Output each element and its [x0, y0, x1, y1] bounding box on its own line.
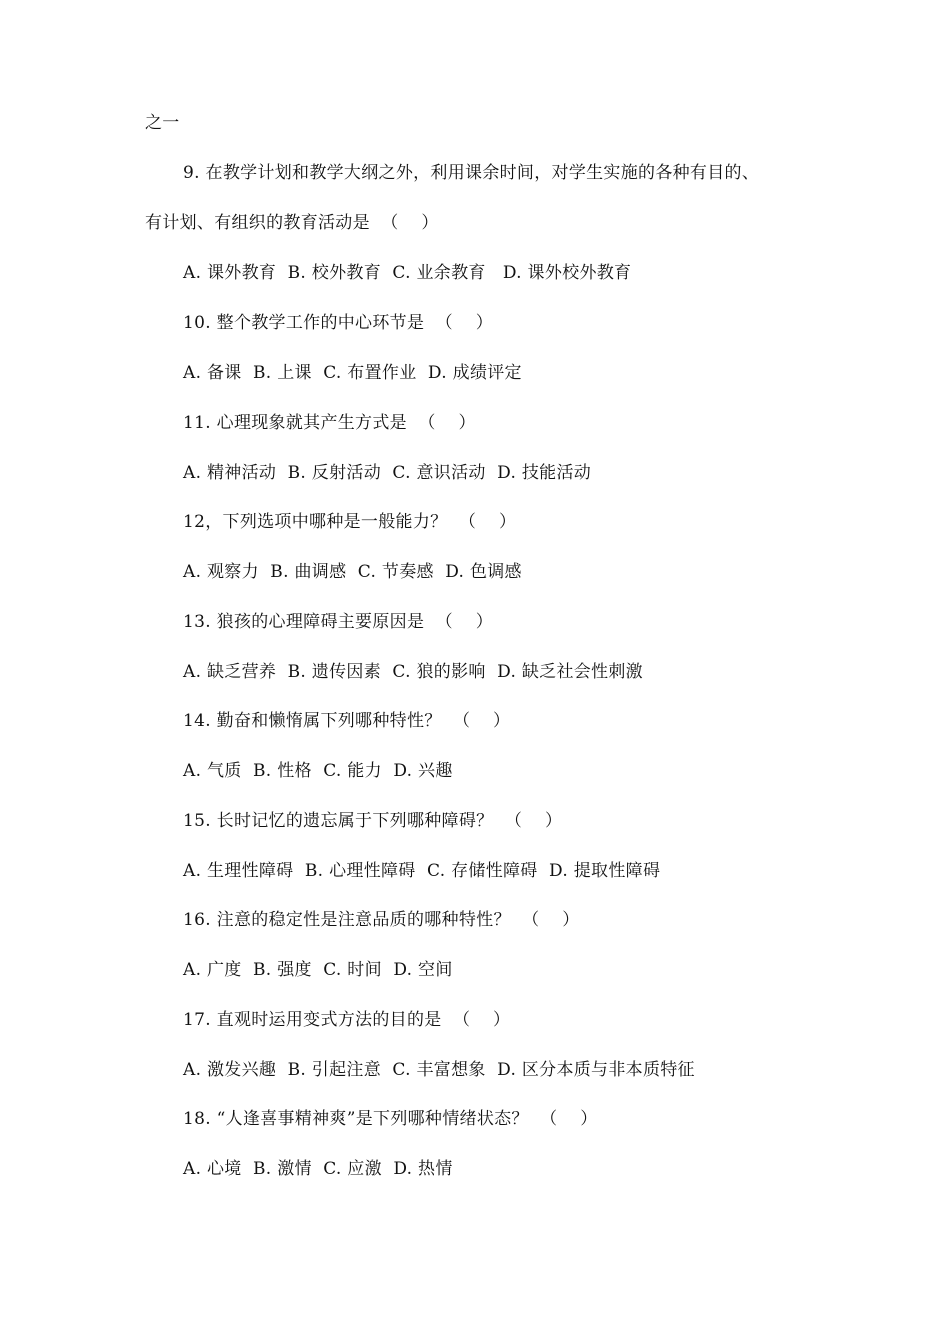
question-13-stem: 13. 狼孩的心理障碍主要原因是 （ ）: [183, 612, 494, 632]
question-16-options: A. 广度 B. 强度 C. 时间 D. 空间: [183, 960, 453, 980]
question-9-options: A. 课外教育 B. 校外教育 C. 业余教育 D. 课外校外教育: [183, 263, 632, 283]
question-15-stem: 15. 长时记忆的遗忘属于下列哪种障碍？ （ ）: [183, 811, 563, 831]
question-11-options: A. 精神活动 B. 反射活动 C. 意识活动 D. 技能活动: [183, 463, 592, 483]
question-17-options: A. 激发兴趣 B. 引起注意 C. 丰富想象 D. 区分本质与非本质特征: [183, 1060, 695, 1080]
question-14-options: A. 气质 B. 性格 C. 能力 D. 兴趣: [183, 761, 453, 781]
question-9-stem: 9. 在教学计划和教学大纲之外，利用课余时间，对学生实施的各种有目的、: [183, 163, 760, 183]
question-12-options: A. 观察力 B. 曲调感 C. 节奏感 D. 色调感: [183, 562, 522, 582]
question-18-stem: 18. “人逢喜事精神爽”是下列哪种情绪状态？ （ ）: [183, 1109, 598, 1129]
question-15-options: A. 生理性障碍 B. 心理性障碍 C. 存储性障碍 D. 提取性障碍: [183, 861, 661, 881]
question-11-stem: 11. 心理现象就其产生方式是 （ ）: [183, 413, 476, 433]
question-17-stem: 17. 直观时运用变式方法的目的是 （ ）: [183, 1010, 511, 1030]
question-18-options: A. 心境 B. 激情 C. 应激 D. 热情: [183, 1159, 453, 1179]
question-16-stem: 16. 注意的稳定性是注意品质的哪种特性？ （ ）: [183, 910, 580, 930]
question-13-options: A. 缺乏营养 B. 遗传因素 C. 狼的影响 D. 缺乏社会性刺激: [183, 662, 643, 682]
question-10-options: A. 备课 B. 上课 C. 布置作业 D. 成绩评定: [183, 363, 522, 383]
question-9-stem-continued: 有计划、有组织的教育活动是 （ ）: [145, 213, 439, 233]
question-10-stem: 10. 整个教学工作的中心环节是 （ ）: [183, 313, 494, 333]
question-14-stem: 14. 勤奋和懒惰属下列哪种特性？ （ ）: [183, 711, 511, 731]
question-12-stem: 12，下列选项中哪种是一般能力？ （ ）: [183, 512, 517, 532]
text-line: 之一: [145, 113, 180, 133]
